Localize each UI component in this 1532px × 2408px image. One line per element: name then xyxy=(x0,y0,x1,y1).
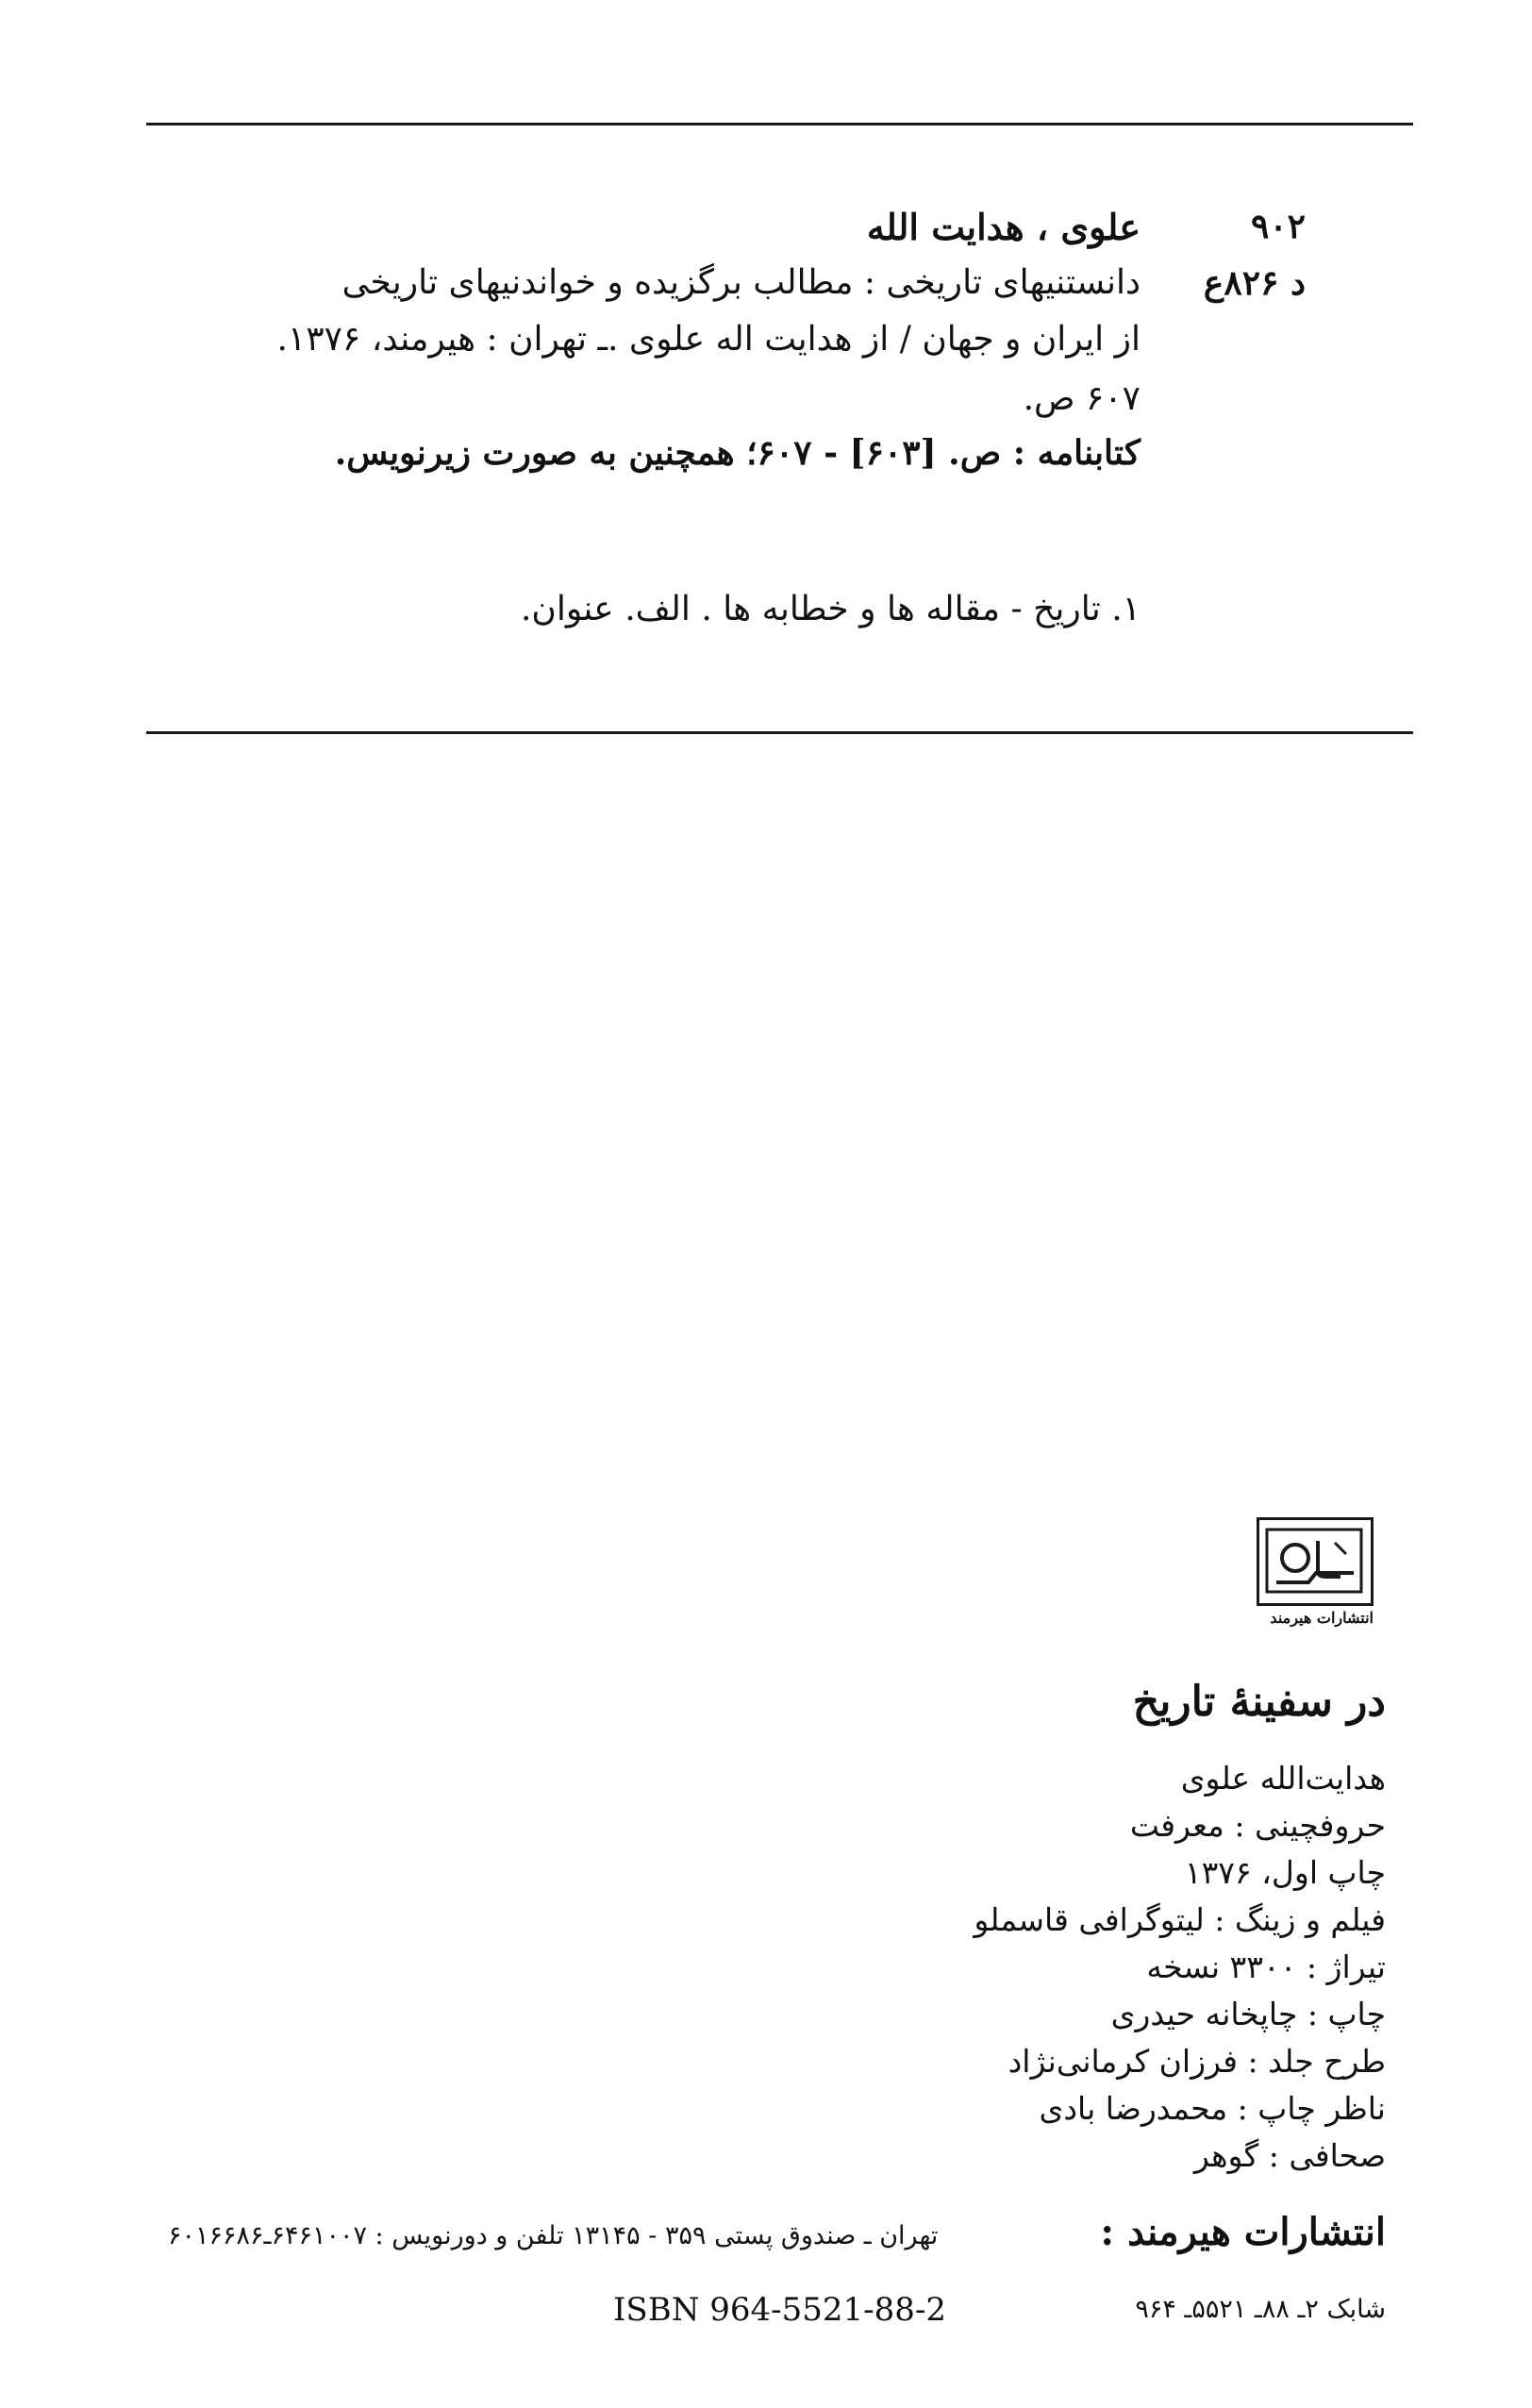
publisher-logo-icon xyxy=(1257,1517,1374,1606)
credit-print-supervisor: ناظر چاپ : محمدرضا بادی xyxy=(1039,2090,1386,2127)
logo-mark-icon xyxy=(1259,1520,1371,1603)
catalog-pages: ۶۰۷ ص. xyxy=(1023,379,1141,418)
credit-cover-design: طرح جلد : فرزان کرمانی‌نژاد xyxy=(1007,2043,1386,2080)
catalog-bibliography: کتابنامه : ص. [۶۰۳] - ۶۰۷؛ همچنین به صورت زیرنویس. xyxy=(334,433,1141,473)
catalog-author: علوی ، هدایت الله xyxy=(866,206,1141,248)
credit-edition: چاپ اول، ۱۳۷۶ xyxy=(1184,1854,1386,1891)
catalog-title-line-2: از ایران و جهان / از هدایت اله علوی .ـ تهران : هیرمند، ۱۳۷۶. xyxy=(276,320,1141,359)
catalog-title-line-1: دانستنیهای تاریخی : مطالب برگزیده و خواندنیهای تاریخی xyxy=(341,263,1141,302)
credit-typesetting: حروفچینی : معرفت xyxy=(1129,1807,1386,1844)
publisher-address: تهران ـ صندوق پستی ۳۵۹ - ۱۳۱۴۵ تلفن و دورنویس : ۶۴۶۱۰۰۷ـ۶۰۱۶۶۸۶ xyxy=(168,2221,939,2250)
credit-binding: صحافی : گوهر xyxy=(1193,2137,1386,2174)
credit-printer: چاپ : چاپخانه حیدری xyxy=(1110,1996,1386,2032)
top-divider xyxy=(146,123,1413,125)
shabak-number: شابک ۲ـ ۸۸ـ ۵۵۲۱ـ ۹۶۴ xyxy=(1135,2295,1386,2324)
bottom-divider xyxy=(146,731,1413,734)
credit-author: هدایت‌الله علوی xyxy=(1180,1760,1386,1797)
logo-caption: انتشارات هیرمند xyxy=(1270,1609,1374,1627)
book-title: در سفینهٔ تاریخ xyxy=(1132,1678,1386,1726)
credit-print-run: تیراژ : ۳۳۰۰ نسخه xyxy=(1146,1948,1386,1985)
catalog-subjects: ۱. تاریخ - مقاله ها و خطابه ها . الف. عنوان. xyxy=(520,590,1141,628)
credit-lithography: فیلم و زینگ : لیتوگرافی قاسملو xyxy=(974,1901,1386,1938)
class-number: ۹۰۲ xyxy=(1250,207,1306,246)
isbn-number: ISBN 964-5521-88-2 xyxy=(613,2291,947,2329)
cutter-number: د ۸۲۶ع xyxy=(1203,263,1306,303)
publisher-name: انتشارات هیرمند : xyxy=(1100,2210,1386,2254)
